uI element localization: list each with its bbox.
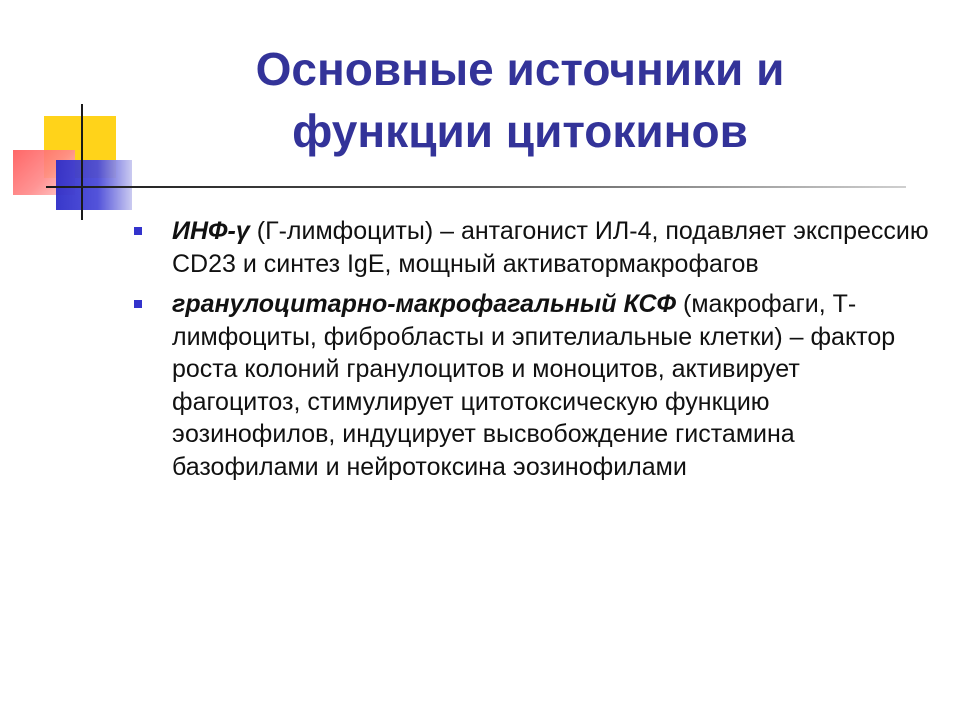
- square-bullet-icon: [134, 300, 142, 308]
- decorative-vertical-line: [81, 104, 83, 220]
- decorative-blue-square: [56, 160, 132, 210]
- bullet-item-ifn-gamma: [134, 215, 934, 280]
- bullet-term: ИНФ-γ: [172, 217, 250, 245]
- bullet-list: [134, 215, 934, 491]
- square-bullet-icon: [134, 227, 142, 235]
- title-underline-divider: [46, 186, 906, 188]
- bullet-text: (Г-лимфоциты) – антагонист ИЛ-4, подавляет экспрессию CD23 и синтез IgE, мощный активатормакрофагов: [172, 217, 929, 278]
- slide-title-line-2: функции цитокинов: [292, 105, 748, 157]
- slide-title-line-1: Основные источники и: [255, 43, 785, 95]
- slide-title: [140, 38, 900, 162]
- bullet-item-gm-csf: [134, 288, 934, 483]
- bullet-term: гранулоцитарно-макрофагальный КСФ: [172, 290, 677, 318]
- bullet-text: (макрофаги, Т-лимфоциты, фибробласты и эпителиальные клетки) – фактор роста колоний гранулоцитов и моноцитов, активирует фагоцитоз, стимулирует цитотоксическую функцию эозинофилов, индуцирует высвобождение гистамина базофилами и нейротоксина эозинофилами: [172, 290, 896, 481]
